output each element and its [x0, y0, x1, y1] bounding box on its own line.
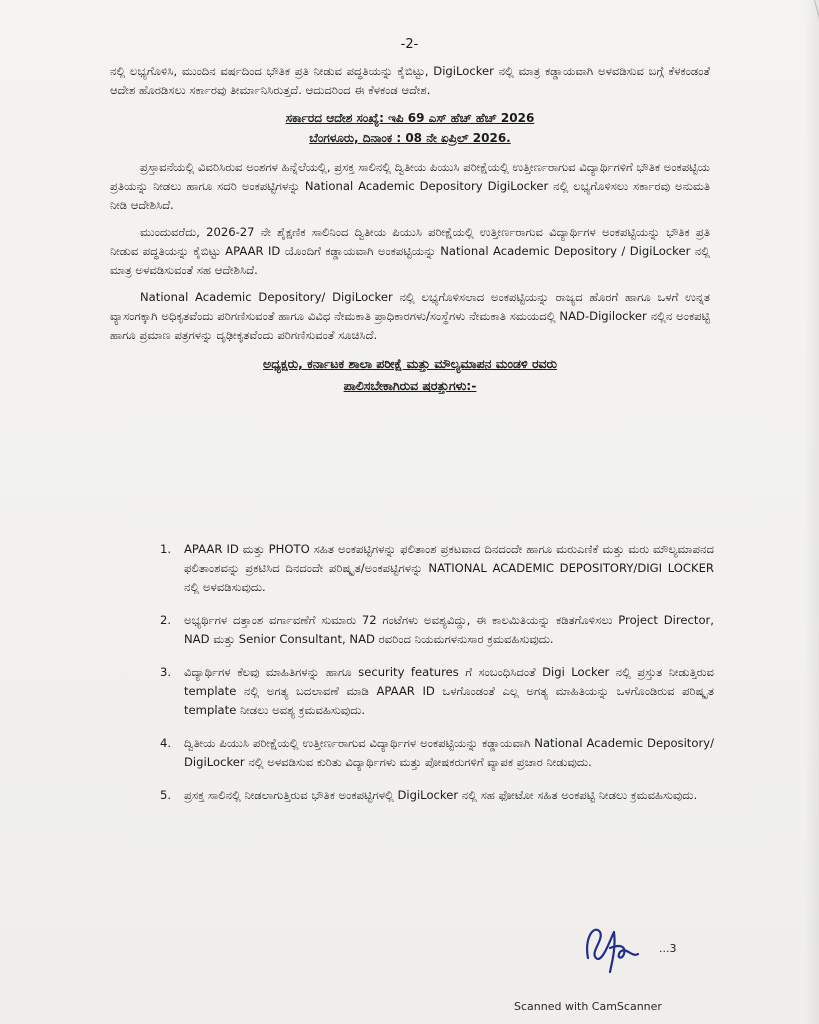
page-number: -2- — [400, 37, 419, 52]
scanner-watermark: Scanned with CamScanner — [514, 1000, 662, 1013]
list-item — [160, 540, 714, 597]
order-heading — [110, 108, 710, 148]
list-item-text: ವಿದ್ಯಾರ್ಥಿಗಳ ಕೆಲವು ಮಾಹಿತಿಗಳನ್ನು ಹಾಗೂ security features ಗೆ ಸಂಬಂಧಿಸಿದಂತೆ Digi Locker ನಲ್ಲಿ ಪ್ರಸ್ತುತ ನೀಡುತ್ತಿರುವ template ನಲ್ಲಿ ಅಗತ್ಯ ಬದಲಾವಣೆ ಮಾಡಿ APAAR ID ಒಳಗೊಂಡಂತೆ ಎಲ್ಲ ಅಗತ್ಯ ಮಾಹಿತಿಯನ್ನು ಒಳಗೊಂಡಿರುವ ಪರಿಷ್ಕೃತ template ನೀಡಲು ಅವಶ್ಯ ಕ್ರಮವಹಿಸುವುದು. — [184, 665, 714, 717]
document-body — [110, 62, 710, 407]
list-item — [160, 611, 714, 649]
signature-image — [580, 918, 660, 978]
list-item — [160, 663, 714, 720]
list-item — [160, 734, 714, 772]
list-item-number: 2. — [160, 613, 172, 627]
list-item-text: ದ್ವಿತೀಯ ಪಿಯುಸಿ ಪರೀಕ್ಷೆಯಲ್ಲಿ ಉತ್ತೀರ್ಣರಾಗುವ ವಿದ್ಯಾರ್ಥಿಗಳ ಅಂಕಪಟ್ಟಿಯನ್ನು ಕಡ್ಡಾಯವಾಗಿ National Academic Depository/ DigiLocker ನಲ್ಲಿ ಅಳವಡಿಸುವ ಕುರಿತು ವಿದ್ಯಾರ್ಥಿಗಳು ಮತ್ತು ಪೋಷಕರುಗಳಿಗೆ ವ್ಯಾಪಕ ಪ್ರಚಾರ ನೀಡುವುದು. — [184, 736, 714, 769]
intro-paragraph: ನಲ್ಲಿ ಲಭ್ಯಗೊಳಿಸಿ, ಮುಂದಿನ ವರ್ಷದಿಂದ ಭೌತಿಕ ಪ್ರತಿ ನೀಡುವ ಪದ್ಧತಿಯನ್ನು ಕೈಬಿಟ್ಟು, DigiLocker ನಲ್ಲಿ ಮಾತ್ರ ಕಡ್ಡಾಯವಾಗಿ ಅಳವಡಿಸುವ ಬಗ್ಗೆ ಕೆಳಕಂಡಂತೆ ಆದೇಶ ಹೊರಡಿಸಲು ಸರ್ಕಾರವು ತೀರ್ಮಾನಿಸಿರುತ್ತದೆ. ಆದುದರಿಂದ ಈ ಕೆಳಕಂಡ ಆದೇಶ. — [110, 64, 710, 97]
body-paragraph: ಮುಂದುವರೆದು, 2026-27 ನೇ ಶೈಕ್ಷಣಿಕ ಸಾಲಿನಿಂದ ದ್ವಿತೀಯ ಪಿಯುಸಿ ಪರೀಕ್ಷೆಯಲ್ಲಿ ಉತ್ತೀರ್ಣರಾಗುವ ವಿದ್ಯಾರ್ಥಿಗಳ ಅಂಕಪಟ್ಟಿಯನ್ನು ಭೌತಿಕ ಪ್ರತಿ ನೀಡುವ ಪದ್ಧತಿಯನ್ನು ಕೈಬಿಟ್ಟು APAAR ID ಯೊಂದಿಗೆ ಕಡ್ಡಾಯವಾಗಿ ಅಂಕಪಟ್ಟಿಯನ್ನು National Academic Depository / DigiLocker ನಲ್ಲಿ ಮಾತ್ರ ಅಳವಡಿಸುವಂತೆ ಸಹ ಆದೇಶಿಸಿದೆ. — [110, 225, 710, 277]
continuation-marker: ...3 — [659, 942, 677, 955]
body-paragraph: ಪ್ರಸ್ತಾವನೆಯಲ್ಲಿ ವಿವರಿಸಿರುವ ಅಂಶಗಳ ಹಿನ್ನೆಲೆಯಲ್ಲಿ, ಪ್ರಸಕ್ತ ಸಾಲಿನಲ್ಲಿ ದ್ವಿತೀಯ ಪಿಯುಸಿ ಪರೀಕ್ಷೆಯಲ್ಲಿ ಉತ್ತೀರ್ಣರಾಗುವ ವಿದ್ಯಾರ್ಥಿಗಳಿಗೆ ಭೌತಿಕ ಅಂಕಪಟ್ಟಿಯ ಪ್ರತಿಯನ್ನು ನೀಡಲು ಹಾಗೂ ಸದರಿ ಅಂಕಪಟ್ಟಿಗಳನ್ನು National Academic Depository DigiLocker ನಲ್ಲಿ ಲಭ್ಯಗೊಳಿಸಲು ಸರ್ಕಾರವು ಅನುಮತಿ ನೀಡಿ ಆದೇಶಿಸಿದೆ. — [110, 160, 710, 212]
list-item-text: ಪ್ರಸಕ್ತ ಸಾಲಿನಲ್ಲಿ ನೀಡಲಾಗುತ್ತಿರುವ ಭೌತಿಕ ಅಂಕಪಟ್ಟಿಗಳಲ್ಲಿ DigiLocker ನಲ್ಲಿ ಸಹ ಫೋಟೋ ಸಹಿತ ಅಂಕಪಟ್ಟಿ ನೀಡಲು ಕ್ರಮವಹಿಸುವುದು. — [184, 788, 698, 802]
list-item-text: ಅಭ್ಯರ್ಥಿಗಳ ದತ್ತಾಂಶ ವರ್ಗಾವಣೆಗೆ ಸುಮಾರು 72 ಗಂಟೆಗಳು ಅವಶ್ಯವಿದ್ದು, ಈ ಕಾಲಮಿತಿಯನ್ನು ಕಡಿತಗೊಳಿಸಲು Project Director, NAD ಮತ್ತು Senior Consultant, NAD ರವರಿಂದ ನಿಯಮಗಳನುಸಾರ ಕ್ರಮವಹಿಸುವುದು. — [184, 613, 714, 646]
conditions-heading-line: ಪಾಲಿಸಬೇಕಾಗಿರುವ ಷರತ್ತುಗಳು:- — [343, 378, 477, 393]
conditions-heading-line: ಅಧ್ಯಕ್ಷರು, ಕರ್ನಾಟಕ ಶಾಲಾ ಪರೀಕ್ಷೆ ಮತ್ತು ಮೌಲ್ಯಮಾಪನ ಮಂಡಳಿ ರವರು — [263, 356, 557, 371]
conditions-list — [110, 540, 760, 819]
list-item-text: APAAR ID ಮತ್ತು PHOTO ಸಹಿತ ಅಂಕಪಟ್ಟಿಗಳನ್ನು ಫಲಿತಾಂಶ ಪ್ರಕಟವಾದ ದಿನದಂದೇ ಹಾಗೂ ಮರುಎಣಿಕೆ ಮತ್ತು ಮರು ಮೌಲ್ಯಮಾಪನದ ಫಲಿತಾಂಶವನ್ನು ಪ್ರಕಟಿಸಿದ ದಿನದಂದೇ ಪರಿಷ್ಕೃತ/ಅಂಕಪಟ್ಟಿಗಳನ್ನು NATIONAL ACADEMIC DEPOSITORY/DIGI LOCKER ನಲ್ಲಿ ಅಳವಡಿಸುವುದು. — [184, 542, 714, 594]
list-item — [160, 786, 714, 805]
list-item-number: 4. — [160, 736, 172, 750]
conditions-heading — [110, 353, 710, 397]
body-paragraph: National Academic Depository/ DigiLocker ನಲ್ಲಿ ಲಭ್ಯಗೊಳಿಸಲಾದ ಅಂಕಪಟ್ಟಿಯನ್ನು ರಾಜ್ಯದ ಹೊರಗೆ ಹಾಗೂ ಒಳಗೆ ಉನ್ನತ ವ್ಯಾಸಂಗಕ್ಕಾಗಿ ಅಧಿಕೃತವೆಂದು ಪರಿಗಣಿಸುವಂತೆ ಹಾಗೂ ವಿವಿಧ ನೇಮಕಾತಿ ಪ್ರಾಧಿಕಾರಗಳು/ಸಂಸ್ಥೆಗಳು ನೇಮಕಾತಿ ಸಮಯದಲ್ಲಿ NAD-Digilocker ನಲ್ಲಿನ ಅಂಕಪಟ್ಟಿ ಹಾಗೂ ಪ್ರಮಾಣ ಪತ್ರಗಳನ್ನು ದೃಢೀಕೃತವೆಂದು ಪರಿಗಣಿಸುವಂತೆ ಸೂಚಿಸಿದೆ. — [110, 290, 710, 342]
list-item-number: 5. — [160, 788, 172, 802]
list-item-number: 1. — [160, 542, 172, 556]
list-item-number: 3. — [160, 665, 172, 679]
order-number: ಸರ್ಕಾರದ ಆದೇಶ ಸಂಖ್ಯೆ: ಇಪಿ 69 ಎಸ್ ಹೆಚ್ ಹೆಚ್ 2026 — [285, 111, 535, 125]
page-edge-shadow — [805, 0, 819, 1024]
order-date: ಬೆಂಗಳೂರು, ದಿನಾಂಕ : 08 ನೇ ಏಪ್ರಿಲ್ 2026. — [309, 131, 511, 145]
